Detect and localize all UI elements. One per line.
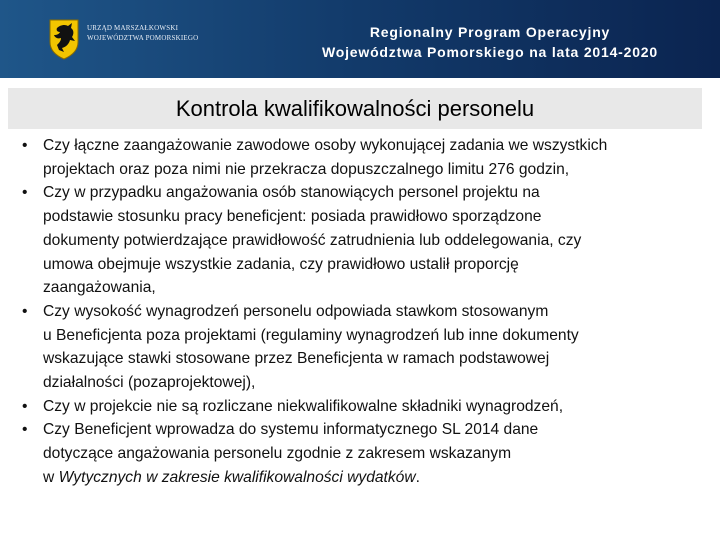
slide-title: Kontrola kwalifikowalności personelu bbox=[8, 88, 702, 129]
coat-of-arms-logo bbox=[48, 18, 80, 60]
bullet-icon: • bbox=[22, 184, 28, 202]
last-line-italic: Wytycznych w zakresie kwalifikowalności wydatków bbox=[58, 468, 416, 486]
program-title bbox=[270, 22, 710, 62]
last-line-suffix: . bbox=[415, 468, 420, 486]
bullet-text-line: wskazujące stawki stosowane przez Beneficjenta w ramach podstawowej bbox=[43, 350, 550, 368]
bullet-text-line: projektach oraz poza nimi nie przekracza dopuszczalnego limitu 276 godzin, bbox=[43, 160, 570, 178]
bullet-icon: • bbox=[22, 302, 28, 320]
bullet-text-line: Czy w projekcie nie są rozliczane niekwalifikowalne składniki wynagrodzeń, bbox=[43, 397, 564, 415]
bullet-item bbox=[0, 395, 720, 419]
logo-line-2: WOJEWÓDZTWA POMORSKIEGO bbox=[87, 34, 199, 42]
bullet-text-line: zaangażowania, bbox=[43, 279, 156, 297]
last-line-prefix: w bbox=[43, 468, 59, 486]
bullet-item bbox=[0, 418, 720, 489]
bullet-icon: • bbox=[22, 421, 28, 439]
bullet-item bbox=[0, 181, 720, 300]
bullet-list bbox=[0, 134, 720, 490]
bullet-text-line: dotyczące angażowania personelu zgodnie z zakresem wskazanym bbox=[43, 445, 512, 463]
program-title-line-1: Regionalny Program Operacyjny bbox=[369, 24, 611, 40]
bullet-text-line: umowa obejmuje wszystkie zadania, czy prawidłowo ustalił proporcję bbox=[43, 255, 519, 273]
bullet-text-line: Czy Beneficjent wprowadza do systemu informatycznego SL 2014 dane bbox=[43, 421, 539, 439]
bullet-text-line: dokumenty potwierdzające prawidłowość zatrudnienia lub oddelegowania, czy bbox=[43, 231, 582, 249]
bullet-text-line: Czy w przypadku angażowania osób stanowiących personel projektu na bbox=[43, 184, 540, 202]
bullet-item bbox=[0, 134, 720, 181]
logo-text bbox=[87, 23, 198, 43]
bullet-item bbox=[0, 300, 720, 395]
bullet-text-line: Czy łączne zaangażowanie zawodowe osoby wykonującej zadania we wszystkich bbox=[43, 137, 608, 154]
bullet-text-line bbox=[43, 466, 700, 490]
bullet-text-line: u Beneficjenta poza projektami (regulaminy wynagrodzeń lub inne dokumenty bbox=[43, 326, 579, 344]
bullet-text-line: podstawie stosunku pracy beneficjent: posiada prawidłowo sporządzone bbox=[43, 208, 542, 226]
bullet-text-line: Czy wysokość wynagrodzeń personelu odpowiada stawkom stosowanym bbox=[43, 302, 549, 320]
slide-header bbox=[0, 0, 720, 78]
bullet-text-line: działalności (pozaprojektowej), bbox=[43, 374, 256, 392]
logo-line-1: URZĄD MARSZAŁKOWSKI bbox=[87, 24, 179, 32]
program-title-line-2: Województwa Pomorskiego na lata 2014-2020 bbox=[322, 44, 658, 60]
bullet-icon: • bbox=[22, 397, 28, 415]
bullet-icon: • bbox=[22, 137, 28, 154]
